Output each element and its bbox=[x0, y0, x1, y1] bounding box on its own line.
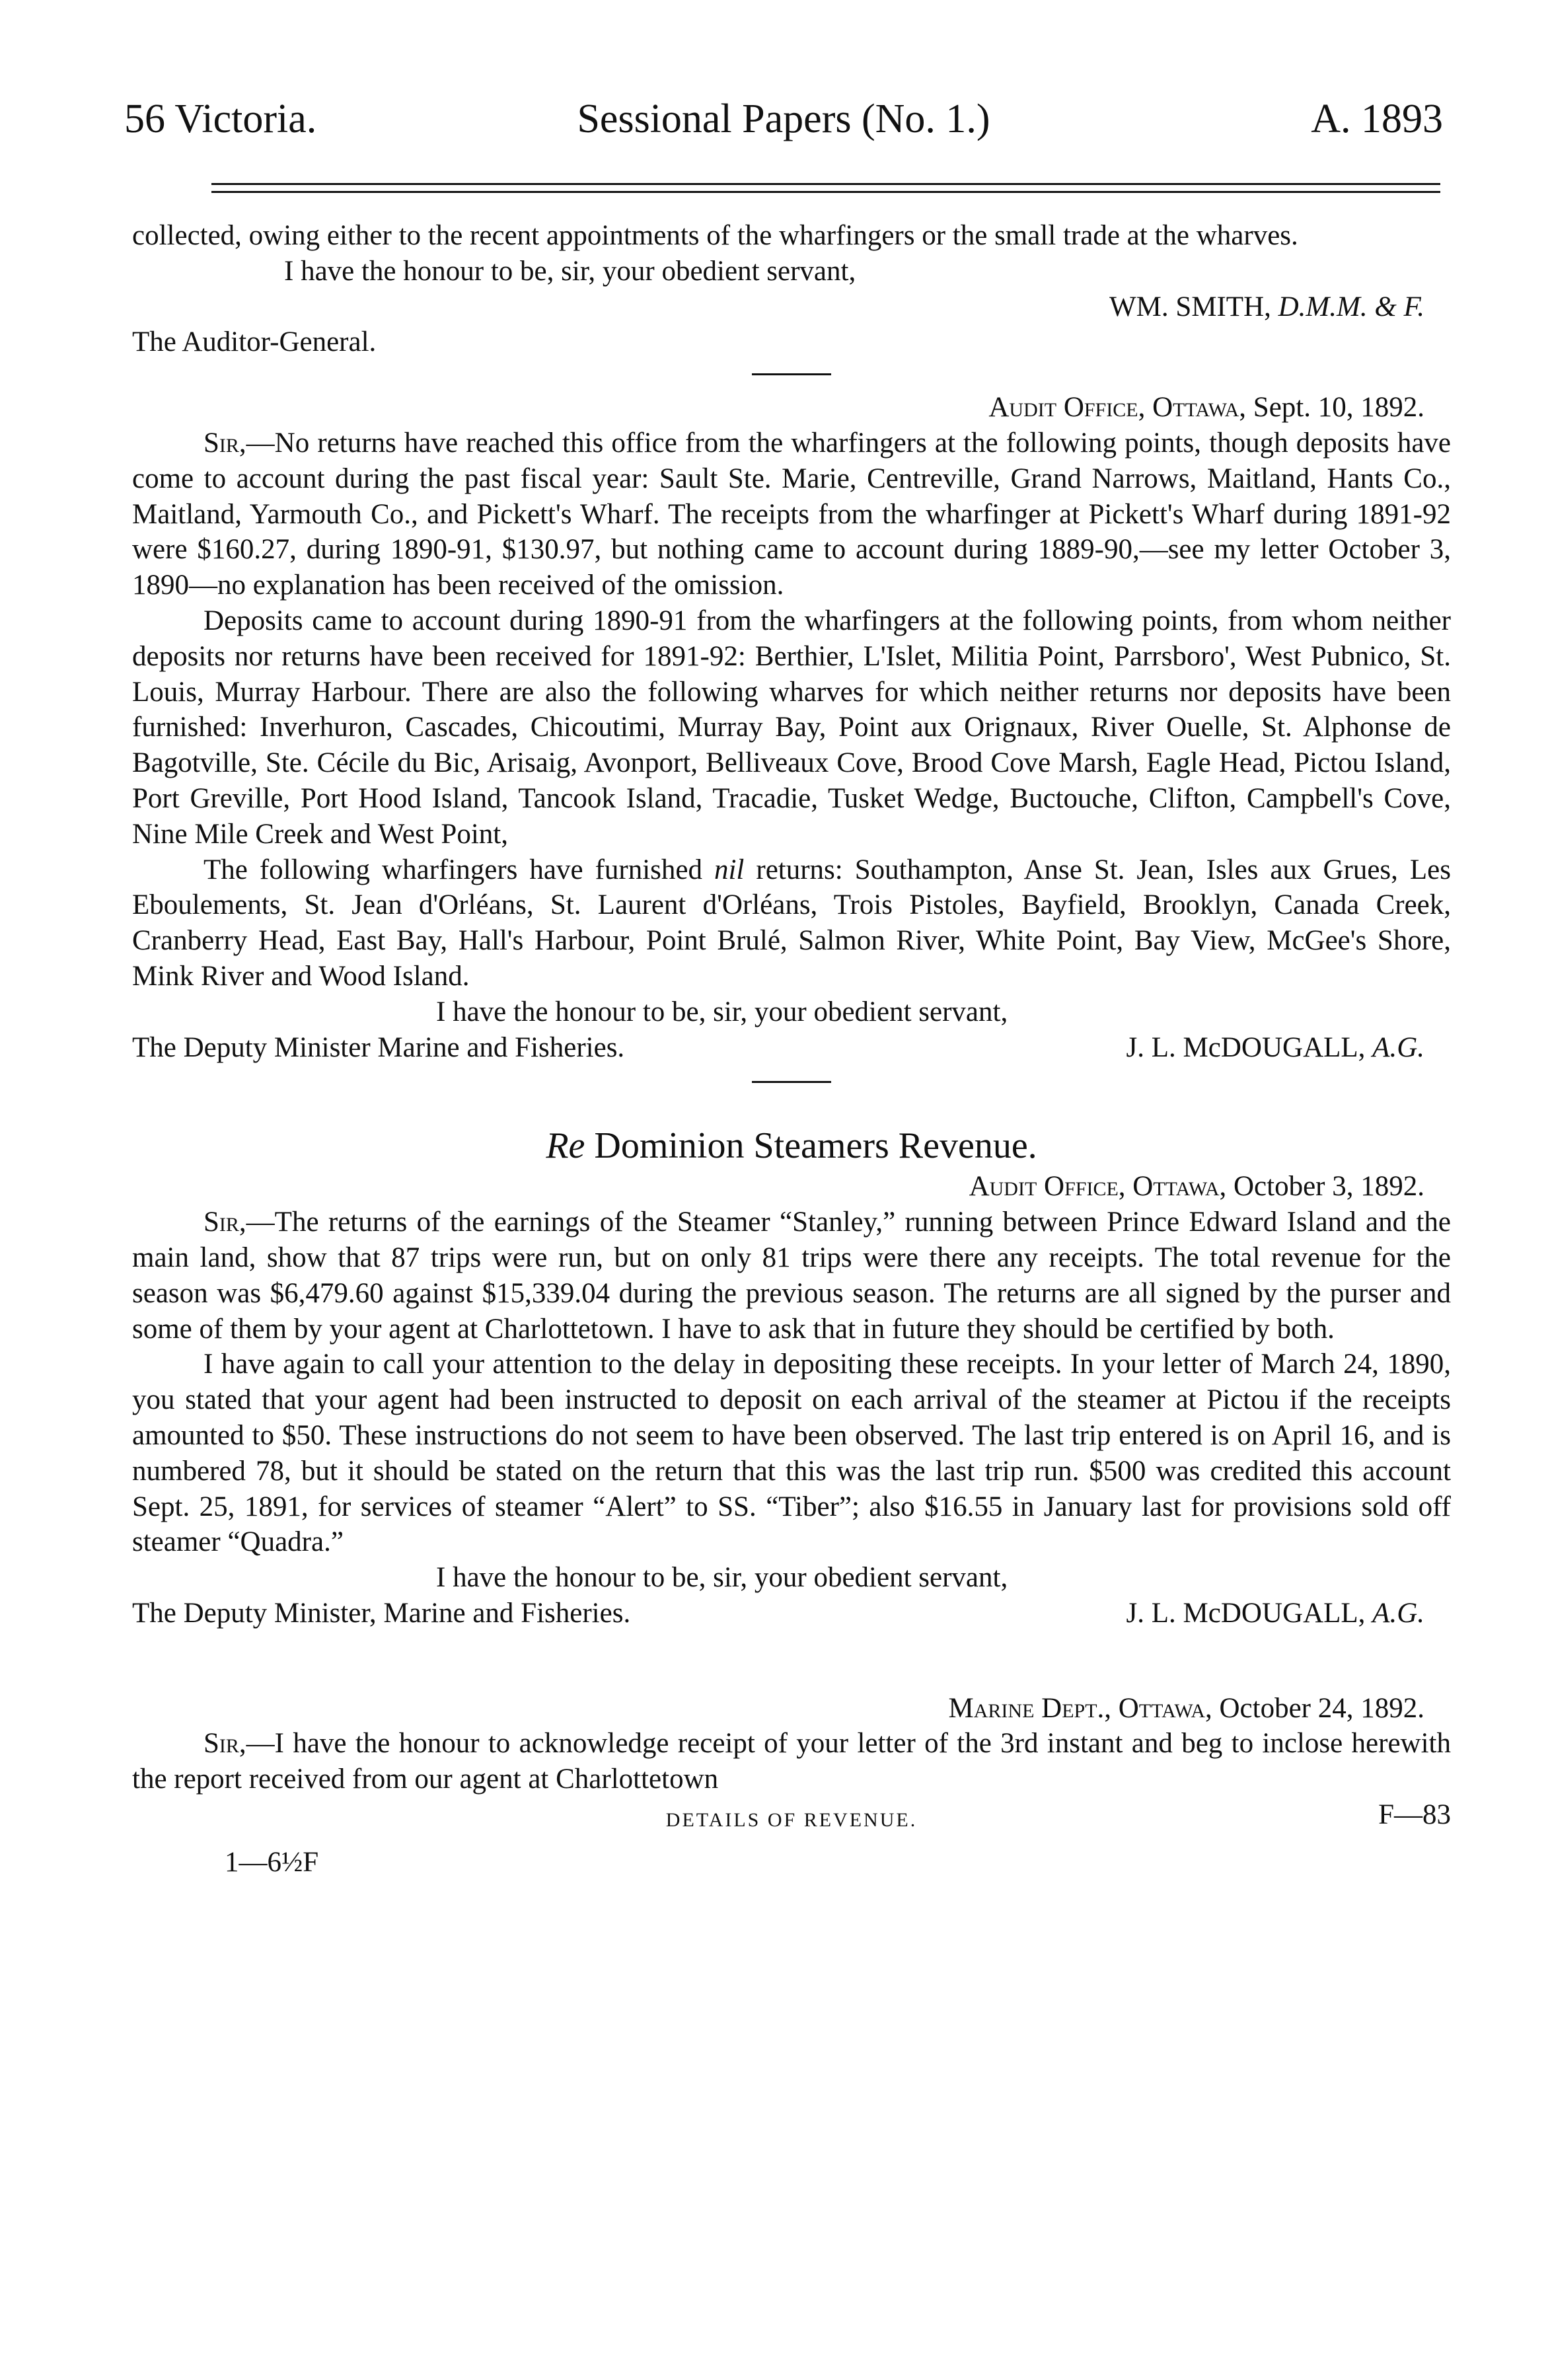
header-series: A. 1893 bbox=[1311, 96, 1443, 141]
page-body bbox=[132, 218, 1451, 1880]
letter-paragraph bbox=[132, 1726, 1451, 1797]
letter-paragraph: Deposits came to account during 1890-91 from the wharfingers at the following points, from whom neither deposits nor returns have been received for 1891-92: Berthier, L'Islet, Militia Point, Parrsboro', West Pubnico, St. Louis, Murray Harbour. There are also the following wharves for which neither returns nor deposits have been furnished: Inverhuron, Cascades, Chicoutimi, Murray Bay, Point aux Orignaux, River Ouelle, St. Alphonse de Bagotville, Ste. Cécile du Bic, Arisaig, Avonport, Belliveaux Cove, Brood Cove Marsh, Eagle Head, Pictou Island, Port Greville, Port Hood Island, Tancook Island, Tracadie, Tusket Wedge, Buctouche, Clifton, Campbell's Cove, Nine Mile Creek and West Point, bbox=[132, 605, 1451, 850]
page-code: F—83 bbox=[1378, 1799, 1451, 1831]
dateline bbox=[132, 1691, 1451, 1727]
section-divider bbox=[752, 1081, 831, 1083]
signature-mark: 1—6½F bbox=[225, 1847, 319, 1878]
signer-title: A.G. bbox=[1372, 1597, 1424, 1629]
paragraph-text: The following wharfingers have furnished bbox=[203, 854, 714, 885]
header-title: Sessional Papers (No. 1.) bbox=[577, 96, 990, 141]
signature bbox=[1126, 1596, 1451, 1631]
spacer bbox=[132, 1631, 1451, 1691]
signer-title: A.G. bbox=[1372, 1031, 1424, 1063]
salutation: Sir, bbox=[203, 427, 246, 459]
recipient: The Deputy Minister Marine and Fisheries. bbox=[132, 1031, 625, 1063]
signature bbox=[1126, 1030, 1451, 1066]
paragraph-text: —The returns of the earnings of the Steamer “Stanley,” running between Prince Edward Island and the main land, show that 87 trips were run, but on only 81 trips were there any receipts. The total revenue for the season was $6,479.60 against $15,339.04 during the previous season. The returns are all signed by the purser and some of them by your agent at Charlottetown. I have to ask that in future they should be certified by both. bbox=[132, 1207, 1451, 1345]
dateline-date: October 3, 1892. bbox=[1234, 1171, 1424, 1203]
dateline-office: Marine Dept., Ottawa, bbox=[948, 1692, 1212, 1724]
signature-1 bbox=[132, 289, 1451, 325]
salutation: Sir, bbox=[203, 1207, 246, 1238]
signature-row bbox=[132, 1030, 1451, 1066]
recipient: The Deputy Minister, Marine and Fisheries. bbox=[132, 1597, 631, 1629]
signature-row bbox=[132, 1596, 1451, 1631]
closing-line: I have the honour to be, sir, your obedient servant, bbox=[436, 996, 1008, 1027]
dateline bbox=[132, 390, 1451, 426]
dateline-office: Audit Office, Ottawa, bbox=[988, 392, 1247, 424]
signer-name: J. L. McDOUGALL, bbox=[1126, 1597, 1366, 1629]
letter-steamers-revenue bbox=[132, 1123, 1451, 1631]
letter-paragraph bbox=[132, 1205, 1451, 1347]
letter-paragraph bbox=[132, 852, 1451, 994]
letter-audit-sept bbox=[132, 390, 1451, 1065]
letter-marine-dept bbox=[132, 1691, 1451, 1797]
salutation: Sir, bbox=[203, 1728, 246, 1760]
section-divider bbox=[752, 373, 831, 375]
page-footer bbox=[132, 1797, 1451, 1834]
dateline-office: Audit Office, Ottawa, bbox=[969, 1171, 1227, 1203]
closing-line: I have the honour to be, sir, your obedient servant, bbox=[436, 1562, 1008, 1594]
page-header bbox=[124, 93, 1443, 148]
letter-paragraph bbox=[132, 426, 1451, 603]
paragraph-text: returns: Southampton, Anse St. Jean, Isles aux Grues, Les Eboulements, St. Jean d'Orléans, St. Laurent d'Orléans, Trois Pistoles, Bayfield, Brooklyn, Canada Creek, Cranberry Head, East Bay, Hall's Harbour, Point Brulé, Salmon River, White Point, Bay View, McGee's Shore, Mink River and Wood Island. bbox=[132, 854, 1451, 992]
header-volume: 56 Victoria. bbox=[124, 96, 317, 141]
dateline bbox=[132, 1169, 1451, 1205]
nil-emphasis: nil bbox=[714, 854, 745, 885]
paragraph-text: —No returns have reached this office from the wharfingers at the following points, though deposits have come to account during the past fiscal year: Sault Ste. Marie, Centreville, Grand Narrows, Maitland, Hants Co., Maitland, Yarmouth Co., and Pickett's Wharf. The receipts from the wharfinger at Pickett's Wharf during 1891-92 were $160.27, during 1890-91, $130.97, but nothing came to account during 1889-90,—see my letter October 3, 1890—no explanation has been received of the omission. bbox=[132, 427, 1451, 601]
section-heading-title: Dominion Steamers Revenue. bbox=[594, 1125, 1037, 1167]
letter-paragraph: I have again to call your attention to the delay in depositing these receipts. In your letter of March 24, 1890, you stated that your agent had been instructed to deposit on each arrival of the steamer at Pictou if the receipts amounted to $50. These instructions do not seem to have been observed. The last trip entered is on April 16, and is numbered 78, but it should be stated on the return that this was the last trip run. $500 was credited this account Sept. 25, 1891, for services of steamer “Alert” to SS. “Tiber”; also $16.55 in January last for provisions sold off steamer “Quadra.” bbox=[132, 1349, 1451, 1558]
paragraph-text: —I have the honour to acknowledge receipt of your letter of the 3rd instant and beg to inclose herewith the report received from our agent at Charlottetown bbox=[132, 1728, 1451, 1795]
signer-name: J. L. McDOUGALL, bbox=[1126, 1031, 1366, 1063]
section-heading-re: Re bbox=[546, 1125, 585, 1167]
dateline-date: October 24, 1892. bbox=[1219, 1692, 1424, 1724]
header-rule-top bbox=[211, 183, 1440, 185]
signer-1-name: WM. SMITH, bbox=[1109, 291, 1271, 322]
signer-1-title: D.M.M. & F. bbox=[1278, 291, 1424, 322]
section-heading bbox=[132, 1123, 1451, 1169]
recipient-1: The Auditor-General. bbox=[132, 326, 377, 358]
header-rule-bottom bbox=[211, 191, 1440, 193]
dateline-date: Sept. 10, 1892. bbox=[1253, 392, 1424, 424]
running-title: DETAILS OF REVENUE. bbox=[665, 1809, 918, 1832]
continuation-paragraph: collected, owing either to the recent appointments of the wharfingers or the small trade at the wharves. bbox=[132, 220, 1298, 251]
closing-line-1: I have the honour to be, sir, your obedient servant, bbox=[284, 255, 856, 287]
